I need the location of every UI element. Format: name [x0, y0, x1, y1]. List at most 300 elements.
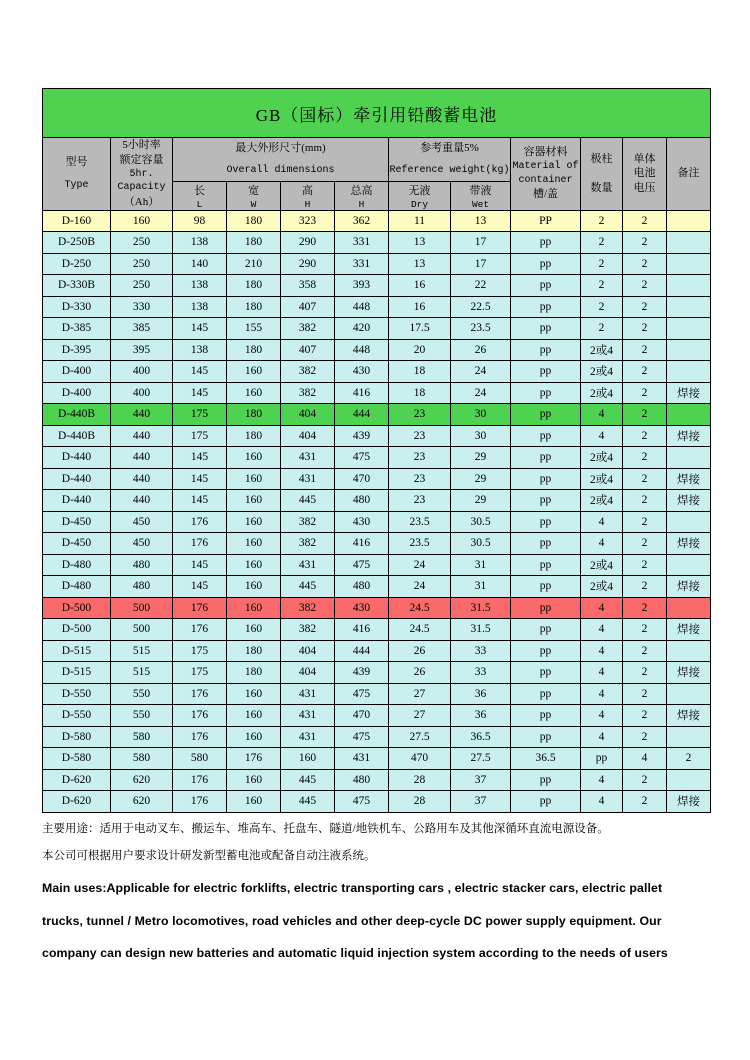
- cell-wet: 13: [451, 210, 511, 232]
- cell-h: 445: [281, 490, 335, 512]
- cell-cap: 400: [111, 382, 173, 404]
- cell-remark: 焊接: [667, 791, 711, 813]
- cell-remark: 焊接: [667, 705, 711, 727]
- cell-h: 382: [281, 361, 335, 383]
- cell-dry: 18: [389, 382, 451, 404]
- cell-cap: 440: [111, 468, 173, 490]
- cell-h: 404: [281, 425, 335, 447]
- cell-l: 176: [173, 705, 227, 727]
- cell-mat: pp: [511, 382, 581, 404]
- cell-type: D-440B: [43, 404, 111, 426]
- header-remark-cn: 备注: [677, 167, 700, 180]
- cell-cap: 250: [111, 275, 173, 297]
- header-length-en: L: [196, 198, 203, 210]
- cell-remark: 焊接: [667, 382, 711, 404]
- table-row: [43, 662, 711, 684]
- table-row: [43, 361, 711, 383]
- cell-remark: [667, 210, 711, 232]
- cell-pole: 4: [581, 597, 623, 619]
- cell-pole: 4: [581, 619, 623, 641]
- cell-mat: pp: [511, 619, 581, 641]
- cell-wet: 31: [451, 554, 511, 576]
- table-row: [43, 576, 711, 598]
- cell-dry: 13: [389, 253, 451, 275]
- cell-remark: 焊接: [667, 662, 711, 684]
- cell-type: D-330: [43, 296, 111, 318]
- cell-volt: 4: [623, 748, 667, 770]
- cell-th: 430: [335, 361, 389, 383]
- cell-volt: 2: [623, 425, 667, 447]
- header-wet-en: Wet: [471, 198, 490, 210]
- cell-cap: 480: [111, 576, 173, 598]
- header-width-en: W: [250, 198, 257, 210]
- cell-wet: 31: [451, 576, 511, 598]
- cell-volt: 2: [623, 339, 667, 361]
- header-height-cn: 高: [302, 184, 313, 197]
- cell-w: 180: [227, 640, 281, 662]
- cell-mat: pp: [511, 597, 581, 619]
- cell-th: 362: [335, 210, 389, 232]
- cell-type: D-580: [43, 748, 111, 770]
- cell-l: 145: [173, 468, 227, 490]
- cell-cap: 620: [111, 769, 173, 791]
- cell-remark: [667, 447, 711, 469]
- cell-l: 98: [173, 210, 227, 232]
- cell-h: 431: [281, 554, 335, 576]
- cell-cap: 440: [111, 425, 173, 447]
- cell-volt: 2: [623, 640, 667, 662]
- cell-cap: 515: [111, 640, 173, 662]
- cell-pole: 4: [581, 533, 623, 555]
- cell-th: 331: [335, 253, 389, 275]
- cell-h: 404: [281, 404, 335, 426]
- cell-cap: 250: [111, 232, 173, 254]
- cell-th: 416: [335, 382, 389, 404]
- cell-volt: 2: [623, 662, 667, 684]
- cell-w: 160: [227, 554, 281, 576]
- cell-h: 407: [281, 339, 335, 361]
- table-row: [43, 210, 711, 232]
- cell-th: 475: [335, 554, 389, 576]
- cell-wet: 22.5: [451, 296, 511, 318]
- cell-h: 382: [281, 318, 335, 340]
- cell-type: D-440B: [43, 425, 111, 447]
- cell-w: 160: [227, 705, 281, 727]
- header-wet: [451, 181, 511, 210]
- cell-volt: 2: [623, 769, 667, 791]
- cell-l: 176: [173, 619, 227, 641]
- cell-wet: 24: [451, 382, 511, 404]
- cell-l: 176: [173, 791, 227, 813]
- cell-wet: 36: [451, 683, 511, 705]
- cell-h: 382: [281, 619, 335, 641]
- cell-l: 145: [173, 361, 227, 383]
- cell-dry: 470: [389, 748, 451, 770]
- table-row: [43, 232, 711, 254]
- cell-pole: 4: [581, 726, 623, 748]
- cell-volt: 2: [623, 404, 667, 426]
- table-row: [43, 511, 711, 533]
- cell-w: 180: [227, 404, 281, 426]
- cell-h: 323: [281, 210, 335, 232]
- header-capacity-en1: 5hr.: [129, 168, 154, 180]
- header-container-cn1: 容器材料: [523, 146, 568, 159]
- cell-h: 431: [281, 726, 335, 748]
- cell-w: 160: [227, 597, 281, 619]
- cell-volt: 2: [623, 361, 667, 383]
- cell-type: D-400: [43, 361, 111, 383]
- cell-remark: [667, 726, 711, 748]
- cell-th: 475: [335, 726, 389, 748]
- cell-th: 416: [335, 619, 389, 641]
- cell-dry: 27.5: [389, 726, 451, 748]
- cell-volt: 2: [623, 511, 667, 533]
- table-row: [43, 318, 711, 340]
- cell-mat: pp: [511, 511, 581, 533]
- cell-pole: 4: [581, 705, 623, 727]
- header-poles: [581, 138, 623, 211]
- cell-h: 431: [281, 468, 335, 490]
- cell-remark: [667, 253, 711, 275]
- cell-dry: 16: [389, 275, 451, 297]
- cell-h: 290: [281, 253, 335, 275]
- cell-h: 404: [281, 662, 335, 684]
- cell-volt: 2: [623, 382, 667, 404]
- cell-pole: 4: [581, 791, 623, 813]
- cell-type: D-620: [43, 791, 111, 813]
- cell-pole: 2: [581, 275, 623, 297]
- cell-th: 448: [335, 296, 389, 318]
- cell-type: D-480: [43, 576, 111, 598]
- cell-th: 444: [335, 640, 389, 662]
- cell-l: 145: [173, 447, 227, 469]
- header-width: [227, 181, 281, 210]
- cell-th: 439: [335, 425, 389, 447]
- cell-wet: 30: [451, 404, 511, 426]
- cell-w: 180: [227, 662, 281, 684]
- cell-remark: [667, 361, 711, 383]
- header-capacity-cn1: 5小时率: [122, 139, 161, 151]
- cell-pole: 2或4: [581, 382, 623, 404]
- cell-l: 145: [173, 382, 227, 404]
- header-dry-cn: 无液: [408, 184, 431, 197]
- table-row: [43, 490, 711, 512]
- cell-w: 180: [227, 339, 281, 361]
- cell-remark: 焊接: [667, 490, 711, 512]
- header-dry-en: Dry: [410, 198, 429, 210]
- header-container-en: Material of container: [512, 161, 579, 186]
- cell-l: 176: [173, 769, 227, 791]
- table-row: [43, 404, 711, 426]
- cell-mat: pp: [511, 726, 581, 748]
- cell-pole: 4: [581, 683, 623, 705]
- cell-mat: pp: [511, 705, 581, 727]
- cell-dry: 23.5: [389, 533, 451, 555]
- cell-w: 160: [227, 533, 281, 555]
- table-row: [43, 791, 711, 813]
- cell-cap: 385: [111, 318, 173, 340]
- cell-type: D-440: [43, 468, 111, 490]
- cell-type: D-515: [43, 640, 111, 662]
- cell-cap: 480: [111, 554, 173, 576]
- table-row: [43, 769, 711, 791]
- cell-volt: 2: [623, 597, 667, 619]
- cell-volt: 2: [623, 253, 667, 275]
- cell-mat: pp: [511, 275, 581, 297]
- cell-wet: 23.5: [451, 318, 511, 340]
- cell-pole: 2或4: [581, 576, 623, 598]
- cell-mat: pp: [511, 404, 581, 426]
- cell-cap: 515: [111, 662, 173, 684]
- cell-th: 416: [335, 533, 389, 555]
- header-length-cn: 长: [194, 184, 205, 197]
- cell-cap: 440: [111, 490, 173, 512]
- cell-w: 155: [227, 318, 281, 340]
- cell-volt: 2: [623, 490, 667, 512]
- cell-h: 445: [281, 769, 335, 791]
- cell-cap: 580: [111, 726, 173, 748]
- cell-cap: 450: [111, 511, 173, 533]
- cell-th: 420: [335, 318, 389, 340]
- cell-pole: 4: [581, 425, 623, 447]
- table-body: [43, 210, 711, 812]
- table-row: [43, 447, 711, 469]
- cell-w: 160: [227, 382, 281, 404]
- header-capacity-cn3: （Ah）: [123, 195, 160, 208]
- cell-th: 475: [335, 447, 389, 469]
- cell-volt: 2: [623, 726, 667, 748]
- header-dry: [389, 181, 451, 210]
- cell-volt: 2: [623, 705, 667, 727]
- cell-remark: [667, 597, 711, 619]
- cell-type: D-500: [43, 619, 111, 641]
- cell-mat: pp: [511, 576, 581, 598]
- cell-wet: 17: [451, 232, 511, 254]
- cell-mat: pp: [511, 318, 581, 340]
- cell-wet: 33: [451, 662, 511, 684]
- cell-remark: [667, 296, 711, 318]
- table-row: [43, 382, 711, 404]
- cell-dry: 23: [389, 425, 451, 447]
- cell-l: 175: [173, 662, 227, 684]
- header-length: [173, 181, 227, 210]
- cell-pole: pp: [581, 748, 623, 770]
- cell-wet: 37: [451, 791, 511, 813]
- note-cn-2: 本公司可根据用户要求设计研发新型蓄电池或配备自动注液系统。: [42, 850, 376, 863]
- cell-th: 439: [335, 662, 389, 684]
- cell-mat: PP: [511, 210, 581, 232]
- cell-w: 160: [227, 447, 281, 469]
- cell-volt: 2: [623, 791, 667, 813]
- cell-cap: 440: [111, 447, 173, 469]
- cell-dry: 23: [389, 404, 451, 426]
- cell-type: D-440: [43, 490, 111, 512]
- cell-dry: 13: [389, 232, 451, 254]
- header-wet-cn: 带液: [469, 184, 492, 197]
- cell-mat: pp: [511, 447, 581, 469]
- cell-type: D-400: [43, 382, 111, 404]
- cell-volt: 2: [623, 468, 667, 490]
- header-voltage-cn3: 电压: [633, 182, 656, 195]
- cell-mat: pp: [511, 232, 581, 254]
- cell-cap: 550: [111, 683, 173, 705]
- cell-type: D-450: [43, 533, 111, 555]
- cell-type: D-385: [43, 318, 111, 340]
- cell-cap: 580: [111, 748, 173, 770]
- cell-mat: 36.5: [511, 748, 581, 770]
- cell-h: 290: [281, 232, 335, 254]
- cell-th: 393: [335, 275, 389, 297]
- cell-wet: 37: [451, 769, 511, 791]
- header-container-cn2: 槽/盖: [532, 188, 559, 201]
- cell-pole: 4: [581, 511, 623, 533]
- cell-l: 138: [173, 275, 227, 297]
- cell-volt: 2: [623, 554, 667, 576]
- cell-th: 430: [335, 597, 389, 619]
- cell-wet: 22: [451, 275, 511, 297]
- cell-cap: 620: [111, 791, 173, 813]
- note-en-3: company can design new batteries and automatic liquid injection system according to the needs of users: [42, 946, 668, 961]
- cell-pole: 2或4: [581, 468, 623, 490]
- cell-l: 580: [173, 748, 227, 770]
- cell-w: 160: [227, 683, 281, 705]
- header-row-main: [43, 138, 711, 182]
- page-title: GB（国标）牵引用铅酸蓄电池: [43, 89, 711, 138]
- cell-h: 382: [281, 382, 335, 404]
- cell-l: 145: [173, 490, 227, 512]
- cell-wet: 24: [451, 361, 511, 383]
- battery-spec-table: [42, 88, 711, 813]
- header-voltage-cn2: 电池: [633, 167, 656, 180]
- cell-cap: 160: [111, 210, 173, 232]
- cell-dry: 28: [389, 769, 451, 791]
- cell-l: 140: [173, 253, 227, 275]
- cell-w: 160: [227, 769, 281, 791]
- cell-th: 480: [335, 769, 389, 791]
- header-weight-cn: 参考重量5%: [420, 142, 479, 155]
- cell-w: 180: [227, 425, 281, 447]
- cell-th: 430: [335, 511, 389, 533]
- cell-dry: 28: [389, 791, 451, 813]
- cell-remark: [667, 232, 711, 254]
- cell-h: 382: [281, 511, 335, 533]
- cell-w: 160: [227, 490, 281, 512]
- cell-cap: 250: [111, 253, 173, 275]
- cell-type: D-620: [43, 769, 111, 791]
- table-row: [43, 726, 711, 748]
- cell-dry: 26: [389, 640, 451, 662]
- cell-h: 431: [281, 447, 335, 469]
- cell-wet: 33: [451, 640, 511, 662]
- cell-dry: 24: [389, 576, 451, 598]
- cell-volt: 2: [623, 683, 667, 705]
- cell-remark: 焊接: [667, 576, 711, 598]
- cell-cap: 500: [111, 597, 173, 619]
- cell-type: D-515: [43, 662, 111, 684]
- cell-type: D-395: [43, 339, 111, 361]
- cell-volt: 2: [623, 232, 667, 254]
- header-total-height-en: H: [358, 198, 365, 210]
- cell-wet: 30: [451, 425, 511, 447]
- cell-remark: 焊接: [667, 425, 711, 447]
- cell-remark: 焊接: [667, 468, 711, 490]
- header-width-cn: 宽: [248, 184, 259, 197]
- cell-h: 445: [281, 576, 335, 598]
- cell-volt: 2: [623, 619, 667, 641]
- cell-w: 180: [227, 232, 281, 254]
- cell-dry: 18: [389, 361, 451, 383]
- cell-mat: pp: [511, 361, 581, 383]
- cell-dry: 24.5: [389, 619, 451, 641]
- cell-dry: 23: [389, 490, 451, 512]
- cell-type: D-580: [43, 726, 111, 748]
- cell-pole: 4: [581, 769, 623, 791]
- cell-mat: pp: [511, 791, 581, 813]
- cell-w: 160: [227, 791, 281, 813]
- cell-th: 480: [335, 490, 389, 512]
- cell-remark: [667, 318, 711, 340]
- cell-l: 175: [173, 425, 227, 447]
- cell-dry: 23.5: [389, 511, 451, 533]
- table-row: [43, 533, 711, 555]
- cell-h: 358: [281, 275, 335, 297]
- cell-h: 431: [281, 683, 335, 705]
- cell-l: 175: [173, 404, 227, 426]
- cell-remark: 焊接: [667, 533, 711, 555]
- cell-w: 160: [227, 576, 281, 598]
- cell-volt: 2: [623, 447, 667, 469]
- cell-h: 160: [281, 748, 335, 770]
- cell-wet: 31.5: [451, 619, 511, 641]
- table-row: [43, 554, 711, 576]
- cell-mat: pp: [511, 554, 581, 576]
- note-en-2: trucks, tunnel / Metro locomotives, road vehicles and other deep-cycle DC power supply equipment. Our: [42, 913, 662, 928]
- note-cn-1: 主要用途：适用于电动叉车、搬运车、堆高车、托盘车、隧道/地铁机车、公路用车及其他深循环直流电源设备。: [42, 822, 609, 835]
- cell-pole: 2或4: [581, 554, 623, 576]
- cell-l: 145: [173, 576, 227, 598]
- cell-pole: 2或4: [581, 490, 623, 512]
- cell-cap: 550: [111, 705, 173, 727]
- header-poles-cn2: 数量: [590, 181, 613, 194]
- table-row: [43, 296, 711, 318]
- cell-type: D-160: [43, 210, 111, 232]
- cell-th: 431: [335, 748, 389, 770]
- cell-type: D-500: [43, 597, 111, 619]
- cell-volt: 2: [623, 533, 667, 555]
- cell-dry: 23: [389, 447, 451, 469]
- cell-h: 407: [281, 296, 335, 318]
- cell-wet: 36: [451, 705, 511, 727]
- header-height-en: H: [304, 198, 311, 210]
- cell-l: 176: [173, 533, 227, 555]
- cell-mat: pp: [511, 296, 581, 318]
- cell-type: D-550: [43, 683, 111, 705]
- cell-mat: pp: [511, 468, 581, 490]
- header-type-en: Type: [64, 180, 89, 192]
- cell-volt: 2: [623, 210, 667, 232]
- note-en-1: Main uses:Applicable for electric forklifts, electric transporting cars , electric stacker cars, electric pallet: [42, 881, 663, 896]
- cell-w: 160: [227, 468, 281, 490]
- cell-remark: [667, 683, 711, 705]
- header-poles-cn1: 极柱: [590, 152, 613, 165]
- cell-volt: 2: [623, 275, 667, 297]
- cell-th: 470: [335, 705, 389, 727]
- cell-h: 404: [281, 640, 335, 662]
- header-dimensions: [173, 138, 389, 182]
- cell-mat: pp: [511, 339, 581, 361]
- cell-l: 138: [173, 232, 227, 254]
- header-capacity: [111, 138, 173, 211]
